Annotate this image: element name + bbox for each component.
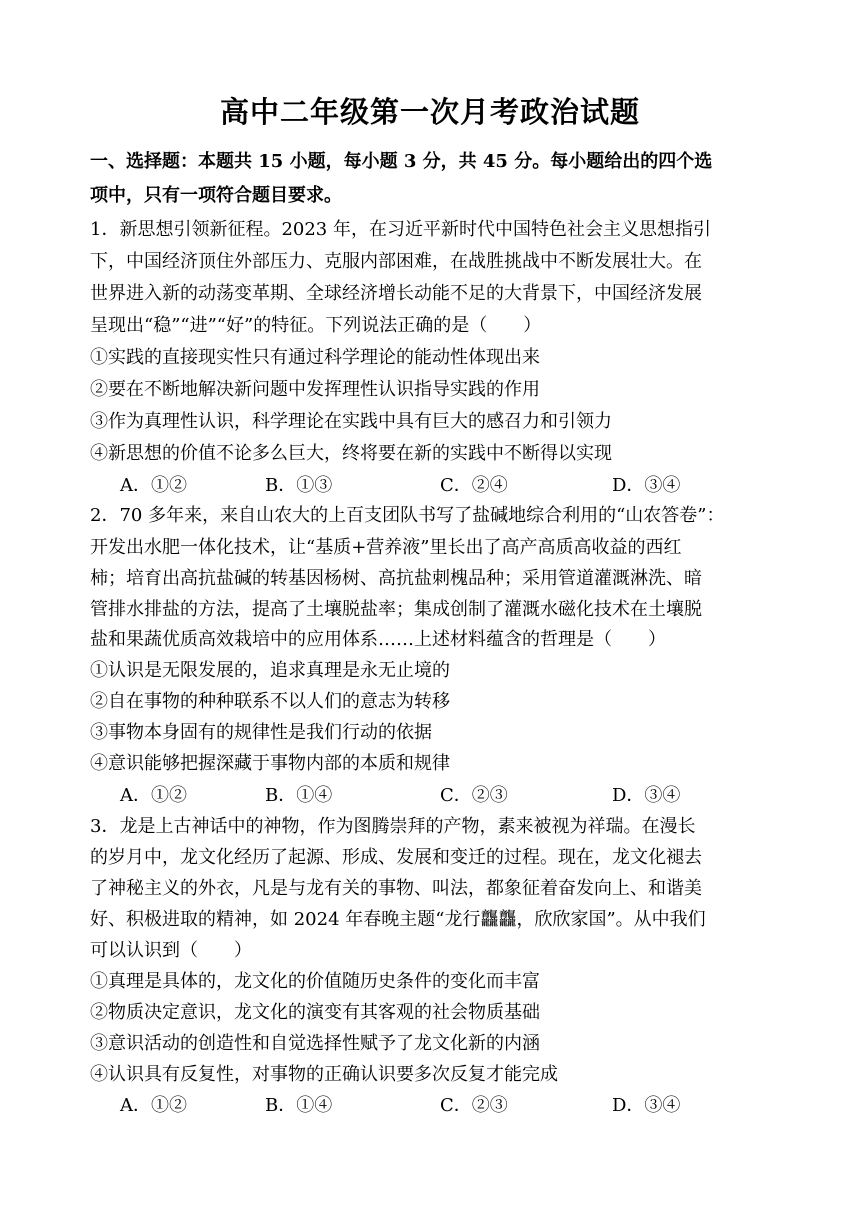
q1-statement-1: ①实践的直接现实性只有通过科学理论的能动性体现出来 [90,347,540,368]
q3-statement-3: ③意识活动的创造性和自觉选择性赋予了龙文化新的内涵 [90,1033,540,1054]
q3-stem-line: 的岁月中，龙文化经历了起源、形成、发展和变迁的过程。现在，龙文化褪去 [90,847,702,868]
q3-option-c: C．②③ [440,1095,508,1116]
q1-option-c: C．②④ [440,475,508,496]
q2-option-b: B．①④ [265,785,333,806]
q2-stem-line: 盐和果蔬优质高效栽培中的应用体系……上述材料蕴含的哲理是（ ） [90,629,666,650]
q1-stem-line: 1．新思想引领新征程。2023 年，在习近平新时代中国特色社会主义思想指引 [90,219,711,240]
q3-option-d: D．③④ [612,1095,681,1116]
q3-stem-line: 可以认识到（ ） [90,940,252,961]
q2-option-a: A．①② [120,785,187,806]
q3-option-a: A．①② [120,1095,187,1116]
q3-statement-4: ④认识具有反复性，对事物的正确认识要多次反复才能完成 [90,1064,558,1085]
section-heading-line-1: 一、选择题：本题共 15 小题，每小题 3 分，共 45 分。每小题给出的四个选 [90,151,713,172]
q3-stem-line: 3．龙是上古神话中的神物，作为图腾崇拜的产物，素来被视为祥瑞。在漫长 [90,816,696,837]
q2-stem-line: 管排水排盐的方法，提高了土壤脱盐率；集成创制了灌溉水磁化技术在土壤脱 [90,599,702,620]
q2-stem-line: 2．70 多年来，来自山农大的上百支团队书写了盐碱地综合利用的“山农答卷”： [90,505,725,526]
q3-statement-2: ②物质决定意识，龙文化的演变有其客观的社会物质基础 [90,1002,540,1023]
q2-option-c: C．②③ [440,785,508,806]
q1-stem-line: 下，中国经济顶住外部压力、克服内部困难，在战胜挑战中不断发展壮大。在 [90,251,702,272]
q1-statement-4: ④新思想的价值不论多么巨大，终将要在新的实践中不断得以实现 [90,443,612,464]
section-heading-line-2: 项中，只有一项符合题目要求。 [90,185,342,206]
q2-statement-2: ②自在事物的种种联系不以人们的意志为转移 [90,691,450,712]
q3-stem-line: 了神秘主义的外衣，凡是与龙有关的事物、叫法，都象征着奋发向上、和谐美 [90,878,702,899]
q2-statement-4: ④意识能够把握深藏于事物内部的本质和规律 [90,753,450,774]
q2-stem-line: 柿；培育出高抗盐碱的转基因杨树、高抗盐刺槐品种；采用管道灌溉淋洗、暗 [90,568,702,589]
q3-stem-line: 好、积极进取的精神，如 2024 年春晚主题“龙行龘龘，欣欣家国”。从中我们 [90,909,706,930]
page-title: 高中二年级第一次月考政治试题 [219,95,640,129]
q1-stem-line: 呈现出“稳”“进”“好”的特征。下列说法正确的是（ ） [90,315,542,336]
q1-option-d: D．③④ [612,475,681,496]
q1-option-a: A．①② [120,475,187,496]
q1-stem-line: 世界进入新的动荡变革期、全球经济增长动能不足的大背景下，中国经济发展 [90,283,702,304]
q2-stem-line: 开发出水肥一体化技术，让“基质+营养液”里长出了高产高质高收益的西红 [90,537,682,558]
q2-option-d: D．③④ [612,785,681,806]
q1-statement-3: ③作为真理性认识，科学理论在实践中具有巨大的感召力和引领力 [90,411,612,432]
q3-statement-1: ①真理是具体的，龙文化的价值随历史条件的变化而丰富 [90,971,540,992]
q1-statement-2: ②要在不断地解决新问题中发挥理性认识指导实践的作用 [90,379,540,400]
q2-statement-1: ①认识是无限发展的，追求真理是永无止境的 [90,660,450,681]
q3-option-b: B．①④ [265,1095,333,1116]
q2-statement-3: ③事物本身固有的规律性是我们行动的依据 [90,722,432,743]
q1-option-b: B．①③ [265,475,333,496]
